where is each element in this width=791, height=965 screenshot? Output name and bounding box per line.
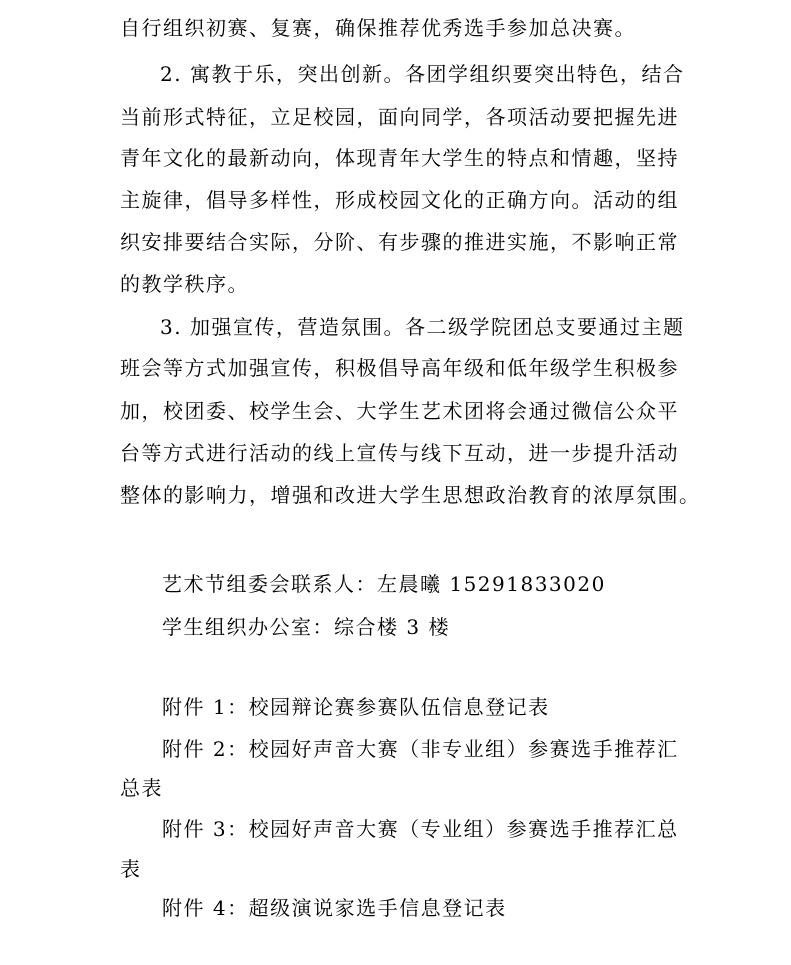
body-text-line: 的教学秩序。 [120, 272, 249, 296]
attachment-item-2-continued: 总表 [120, 776, 163, 800]
office-line: 学生组织办公室：综合楼 3 楼 [162, 615, 450, 639]
attachment-item-1: 附件 1：校园辩论赛参赛队伍信息登记表 [162, 695, 550, 719]
attachment-item-3: 附件 3：校园好声音大赛（专业组）参赛选手推荐汇总 [162, 817, 679, 841]
attachment-item-2: 附件 2：校园好声音大赛（非专业组）参赛选手推荐汇 [162, 737, 679, 761]
attachment-item-4: 附件 4：超级演说家选手信息登记表 [162, 896, 507, 920]
body-text-line: 当前形式特征，立足校园，面向同学，各项活动要把握先进 [120, 105, 679, 129]
body-text-line: 班会等方式加强宣传，积极倡导高年级和低年级学生积极参 [120, 356, 679, 380]
contact-line: 艺术节组委会联系人：左晨曦 15291833020 [162, 572, 606, 596]
body-text-line: 3. 加强宣传，营造氛围。各二级学院团总支要通过主题 [160, 315, 685, 339]
body-text-line: 加，校团委、校学生会、大学生艺术团将会通过微信公众平 [120, 399, 679, 423]
body-text-line: 2. 寓教于乐，突出创新。各团学组织要突出特色，结合 [160, 62, 685, 86]
body-text-line: 自行组织初赛、复赛，确保推荐优秀选手参加总决赛。 [120, 16, 636, 40]
body-text-line: 主旋律，倡导多样性，形成校园文化的正确方向。活动的组 [120, 188, 679, 212]
body-text-line: 台等方式进行活动的线上宣传与线下互动，进一步提升活动 [120, 441, 679, 465]
body-text-line: 织安排要结合实际，分阶、有步骤的推进实施，不影响正常 [120, 230, 679, 254]
body-text-line: 青年文化的最新动向，体现青年大学生的特点和情趣，坚持 [120, 146, 679, 170]
body-text-line: 整体的影响力，增强和改进大学生思想政治教育的浓厚氛围。 [120, 483, 701, 507]
attachment-item-3-continued: 表 [120, 857, 142, 881]
